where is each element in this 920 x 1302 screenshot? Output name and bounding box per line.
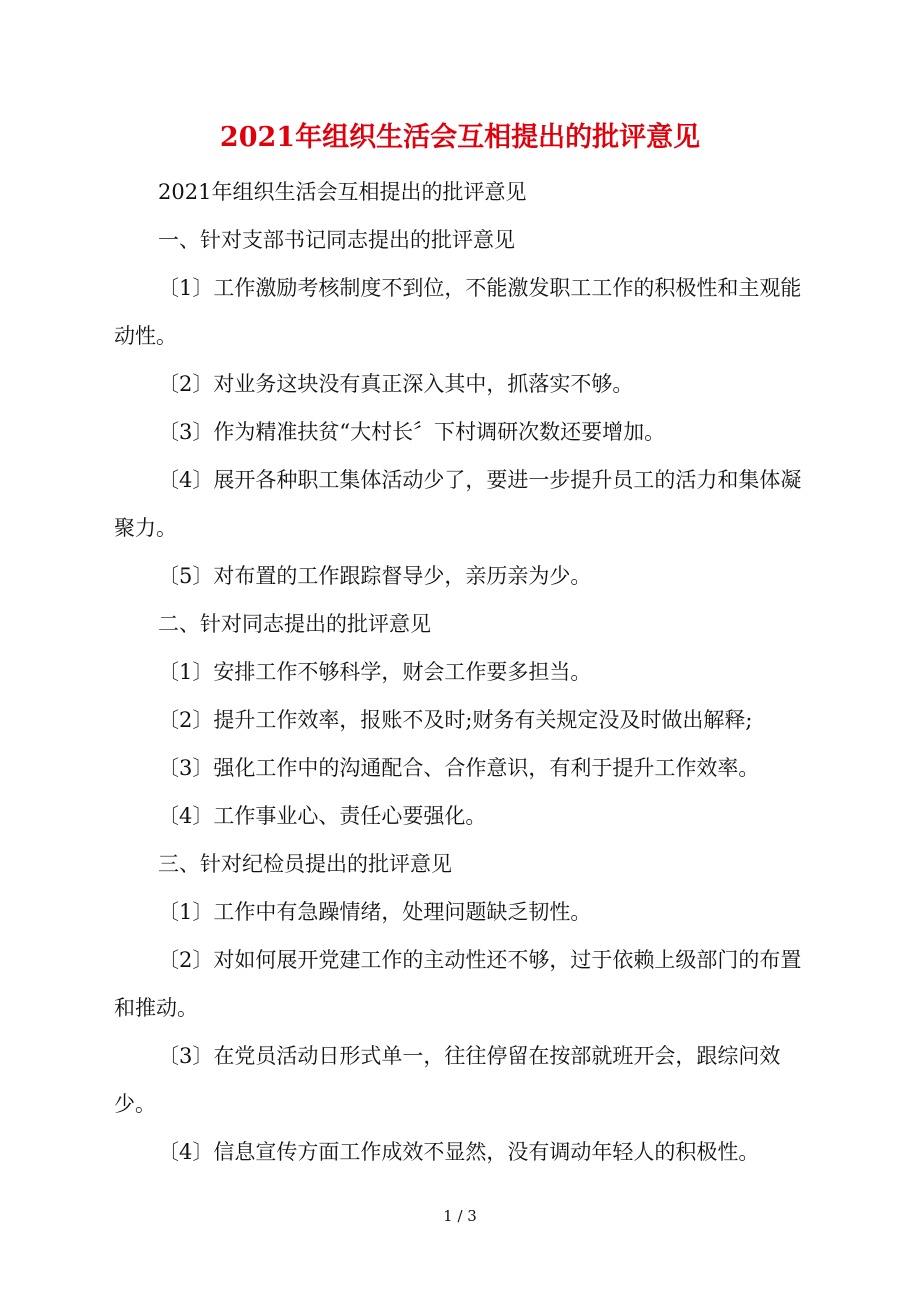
list-item: 〔3〕在党员活动日形式单一，往往停留在按部就班开会，跟综问效少。 (114, 1044, 781, 1116)
list-item: 〔4〕信息宣传方面工作成效不显然，没有调动年轻人的积极性。 (158, 1140, 760, 1164)
list-item: 〔2〕对如何展开党建工作的主动性还不够，过于依赖上级部门的布置和推动。 (114, 948, 802, 1020)
section-heading-3: 三、针对纪检员提出的批评意见 (158, 852, 452, 876)
list-item: 〔3〕强化工作中的沟通配合、合作意识，有利于提升工作效率。 (158, 756, 760, 780)
list-item: 〔2〕提升工作效率，报账不及时;财务有关规定没及时做出解释; (158, 708, 753, 732)
list-item: 〔4〕展开各种职工集体活动少了，要进一步提升员工的活力和集体凝聚力。 (114, 468, 802, 540)
list-item: 〔4〕工作事业心、责任心要强化。 (158, 804, 487, 828)
list-item: 〔5〕对布置的工作跟踪督导少，亲历亲为少。 (158, 564, 592, 588)
document-body (114, 168, 814, 1176)
list-item: 〔1〕工作中有急躁情绪，处理问题缺乏韧性。 (158, 900, 592, 924)
list-item: 〔1〕安排工作不够科学，财会工作要多担当。 (158, 660, 592, 684)
section-heading-2: 二、针对同志提出的批评意见 (158, 612, 431, 636)
paragraph-subtitle: 2021年组织生活会互相提出的批评意见 (158, 180, 527, 204)
list-item: 〔2〕对业务这块没有真正深入其中，抓落实不够。 (158, 372, 634, 396)
document-title: 2021年组织生活会互相提出的批评意见 (219, 122, 701, 153)
list-item: 〔1〕工作激励考核制度不到位，不能激发职工工作的积极性和主观能动性。 (114, 276, 802, 348)
section-heading-1: 一、针对支部书记同志提出的批评意见 (158, 228, 515, 252)
page-number: 1 / 3 (443, 1207, 477, 1225)
list-item: 〔3〕作为精准扶贫“大村长〞下村调研次数还要增加。 (158, 420, 666, 444)
